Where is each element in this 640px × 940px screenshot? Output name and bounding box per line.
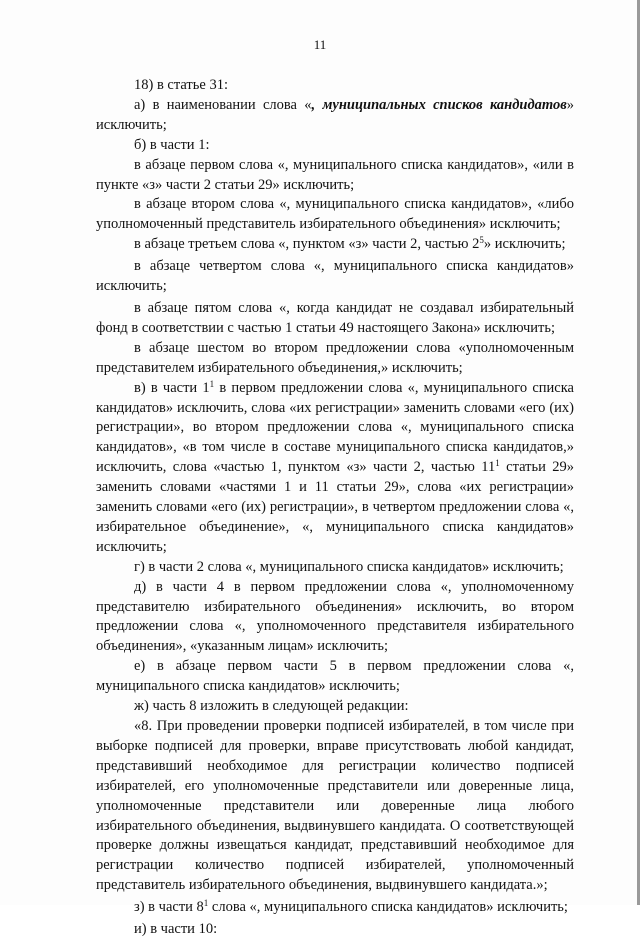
- paragraph-text: статьи 29» заменить словами «частями 1 и 11 статьи 29», слова «их регистрации» заменить словами «его (их) регистрации», в четвертом предложении слова «, избирательное объединение», «, муниципального списка кандидатов» исключить;: [96, 459, 574, 555]
- paragraph-text: ж) часть 8 изложить в следующей редакции:: [134, 698, 409, 715]
- paragraph-text: » исключить;: [96, 96, 574, 133]
- paragraph-text: д) в части 4 в первом предложении слова «, уполномоченному представителю избирательного объединения» исключить, во втором предложении слова «, уполномоченного представителя избирательного объединения», «указанным лицам» исключить;: [96, 578, 574, 655]
- paragraph-text: и) в части 10:: [134, 921, 218, 938]
- paragraph-text: в абзаце третьем слова «, пунктом «з» части 2, частью 2: [134, 236, 480, 253]
- paragraph-2: [96, 96, 574, 136]
- paragraph-text: » исключить;: [483, 236, 566, 253]
- paragraph-8: [96, 299, 574, 339]
- paragraph-text: а) в наименовании слова «: [134, 96, 312, 113]
- paragraph-13: [96, 657, 574, 697]
- paragraph-text: б) в части 1:: [134, 136, 210, 153]
- paragraph-10: [96, 379, 574, 558]
- page-number: 11: [313, 37, 327, 52]
- paragraph-text: е) в абзаце первом части 5 в первом предложении слова «, муниципального списка кандидатов» исключить;: [96, 658, 574, 695]
- paragraph-6: [96, 235, 574, 255]
- paragraph-15: [96, 717, 574, 896]
- paragraph-3: [96, 136, 574, 156]
- superscript: 1: [203, 898, 209, 909]
- paragraph-14: [96, 697, 574, 717]
- paragraph-text: в) в части 1: [134, 379, 210, 396]
- superscript: 1: [495, 458, 500, 469]
- paragraph-12: [96, 578, 574, 658]
- paragraph-text: 18) в статье 31:: [134, 77, 228, 93]
- paragraph-5: [96, 195, 574, 235]
- paragraph-16: [96, 898, 574, 918]
- paragraph-text: в абзаце шестом во втором предложении слова «уполномоченным представителем избирательного объединения,» исключить;: [96, 339, 574, 376]
- paragraph-text: г) в части 2 слова «, муниципального списка кандидатов» исключить;: [134, 558, 564, 575]
- paragraph-text: «8. При проведении проверки подписей избирателей, в том числе при выборке подписей для проверки, вправе присутствовать любой кандидат, представивший необходимое для регистрации количество подписей избирателей, его уполномоченные представители или доверенные лица, уполномоченные представители или доверенные лица любого избирательного объединения, выдвинувшего кандидата. О соответствующей проверке должны извещаться кандидат, представивший необходимое для регистрации количество подписей избирателей, уполномоченный представитель избирательного объединения, выдвинувшего кандидата.»;: [96, 718, 574, 894]
- paragraph-text: в абзаце четвертом слова «, муниципального списка кандидатов» исключить;: [96, 258, 574, 295]
- paragraph-text: в первом предложении слова «, муниципального списка кандидатов» исключить, слова «их регистрации» заменить словами «его (их) регистрации», во втором предложении слова «, муниципального списка кандидатов», «в том числе в составе муниципального списка кандидатов,» исключить, слова «частью 1, пунктом «з» части 2, частью 11: [96, 379, 574, 476]
- paragraph-text: в абзаце пятом слова «, когда кандидат не создавал избирательный фонд в соответствии с частью 1 статьи 49 настоящего Закона» исключить;: [96, 299, 574, 336]
- paragraph-text: з) в части 8: [134, 899, 204, 916]
- document-body: [96, 76, 574, 940]
- superscript: 1: [209, 378, 215, 389]
- paragraph-4: [96, 156, 574, 196]
- paragraph-11: [96, 558, 574, 578]
- paragraph-9: [96, 339, 574, 379]
- bold-italic-quote: , муниципальных списков кандидатов: [311, 96, 567, 113]
- superscript: 5: [479, 235, 484, 246]
- paragraph-1: [96, 76, 574, 96]
- paragraph-17: [96, 920, 574, 940]
- paragraph-text: слова «, муниципального списка кандидатов» исключить;: [208, 899, 568, 916]
- paragraph-text: в абзаце втором слова «, муниципального списка кандидатов», «либо уполномоченный представитель избирательного объединения» исключить;: [96, 196, 574, 233]
- paragraph-text: в абзаце первом слова «, муниципального списка кандидатов», «или в пункте «з» части 2 статьи 29» исключить;: [96, 156, 574, 193]
- paragraph-7: [96, 257, 574, 297]
